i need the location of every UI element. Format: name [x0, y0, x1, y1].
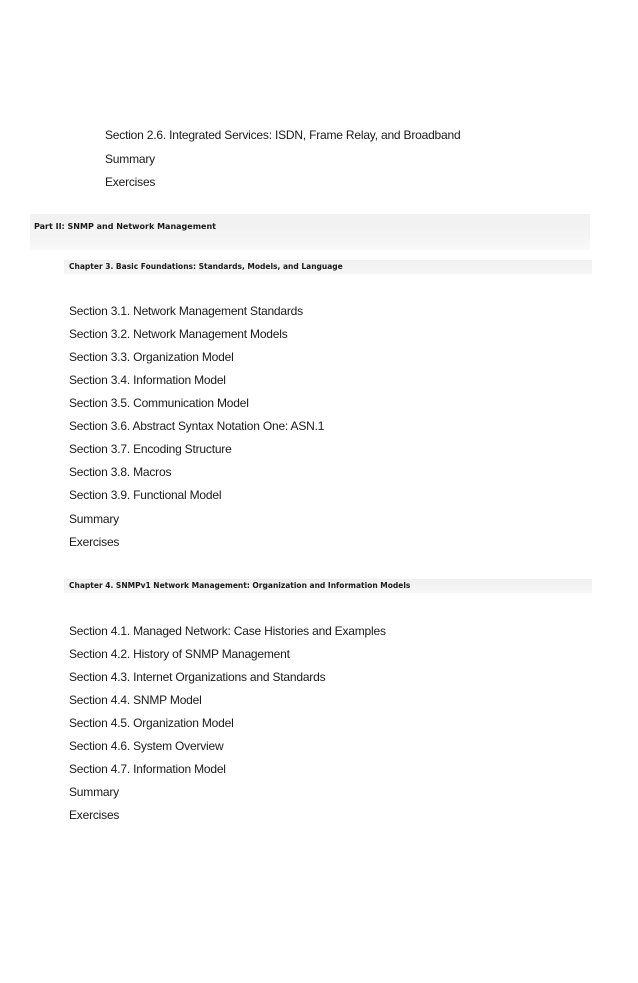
toc-item-section-3-4[interactable]: Section 3.4. Information Model — [69, 373, 226, 387]
part-heading-bar — [30, 214, 590, 250]
toc-item-section-4-6[interactable]: Section 4.6. System Overview — [69, 739, 224, 753]
toc-item-section-4-1[interactable]: Section 4.1. Managed Network: Case Histories and Examples — [69, 624, 386, 638]
toc-item-section-3-7[interactable]: Section 3.7. Encoding Structure — [69, 442, 232, 456]
toc-item-summary[interactable]: Summary — [69, 512, 119, 526]
toc-item-section-4-5[interactable]: Section 4.5. Organization Model — [69, 716, 234, 730]
toc-item-exercises[interactable]: Exercises — [105, 175, 156, 189]
toc-item-section-3-8[interactable]: Section 3.8. Macros — [69, 465, 172, 479]
toc-item-section-4-4[interactable]: Section 4.4. SNMP Model — [69, 693, 202, 707]
toc-item-section-3-6[interactable]: Section 3.6. Abstract Syntax Notation One: ASN.1 — [69, 419, 325, 433]
toc-item-exercises[interactable]: Exercises — [69, 808, 120, 822]
toc-item-section-4-2[interactable]: Section 4.2. History of SNMP Management — [69, 647, 290, 661]
toc-item-section-2-6[interactable]: Section 2.6. Integrated Services: ISDN, Frame Relay, and Broadband — [105, 128, 461, 142]
chapter-3-heading[interactable]: Chapter 3. Basic Foundations: Standards, Models, and Language — [69, 262, 343, 271]
toc-item-summary[interactable]: Summary — [69, 785, 119, 799]
toc-item-section-4-3[interactable]: Section 4.3. Internet Organizations and Standards — [69, 670, 326, 684]
toc-item-section-3-2[interactable]: Section 3.2. Network Management Models — [69, 327, 288, 341]
chapter-4-heading[interactable]: Chapter 4. SNMPv1 Network Management: Organization and Information Models — [69, 581, 411, 590]
toc-item-section-3-3[interactable]: Section 3.3. Organization Model — [69, 350, 234, 364]
part-heading[interactable]: Part II: SNMP and Network Management — [34, 222, 216, 231]
toc-item-exercises[interactable]: Exercises — [69, 535, 120, 549]
toc-item-section-3-9[interactable]: Section 3.9. Functional Model — [69, 488, 222, 502]
toc-item-summary[interactable]: Summary — [105, 152, 155, 166]
toc-item-section-4-7[interactable]: Section 4.7. Information Model — [69, 762, 226, 776]
toc-item-section-3-1[interactable]: Section 3.1. Network Management Standards — [69, 304, 303, 318]
toc-item-section-3-5[interactable]: Section 3.5. Communication Model — [69, 396, 249, 410]
